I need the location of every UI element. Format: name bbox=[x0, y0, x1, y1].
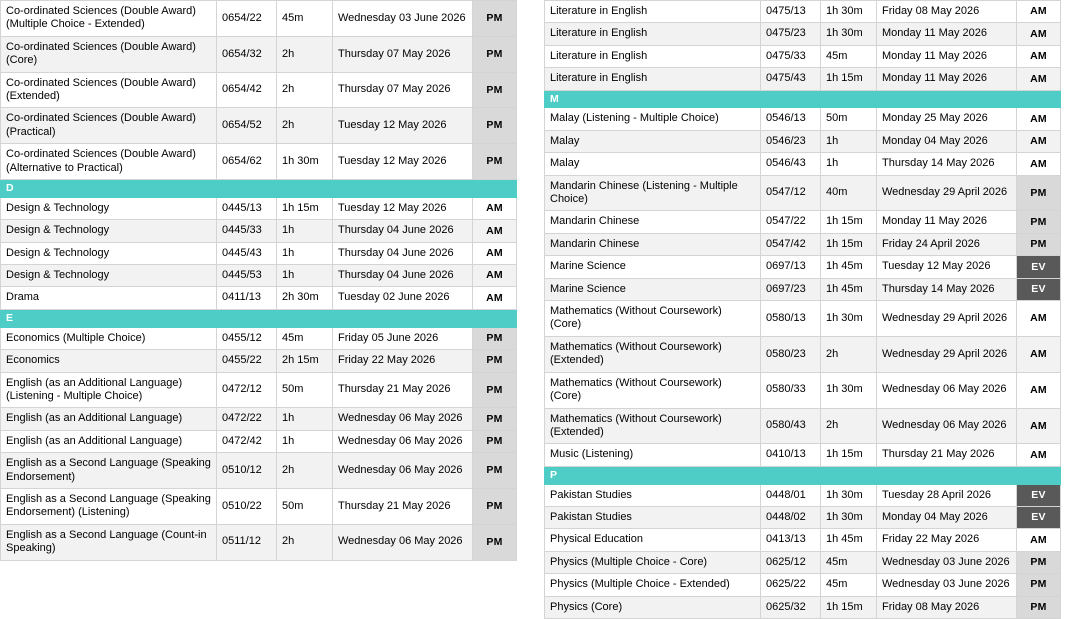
exam-duration: 1h 15m bbox=[821, 596, 877, 618]
table-row bbox=[1, 1, 517, 37]
exam-code: 0625/22 bbox=[761, 574, 821, 596]
exam-session: AM bbox=[1017, 529, 1061, 551]
exam-subject: English as a Second Language (Speaking Endorsement) bbox=[1, 453, 217, 489]
exam-code: 0411/13 bbox=[217, 287, 277, 309]
exam-session: PM bbox=[473, 1, 517, 37]
exam-code: 0654/32 bbox=[217, 36, 277, 72]
exam-subject: English as a Second Language (Speaking Endorsement) (Listening) bbox=[1, 488, 217, 524]
exam-code: 0410/13 bbox=[761, 444, 821, 466]
exam-duration: 50m bbox=[277, 372, 333, 408]
timetable-column-right bbox=[544, 0, 1060, 613]
exam-date: Wednesday 06 May 2026 bbox=[333, 453, 473, 489]
exam-session: PM bbox=[473, 350, 517, 372]
exam-subject: Design & Technology bbox=[1, 220, 217, 242]
exam-code: 0580/23 bbox=[761, 336, 821, 372]
exam-session: AM bbox=[473, 265, 517, 287]
exam-code: 0510/12 bbox=[217, 453, 277, 489]
letter-divider-label: D bbox=[1, 180, 517, 198]
table-row bbox=[545, 529, 1061, 551]
exam-date: Thursday 07 May 2026 bbox=[333, 72, 473, 108]
exam-subject: English (as an Additional Language) (Listening - Multiple Choice) bbox=[1, 372, 217, 408]
exam-duration: 1h bbox=[277, 220, 333, 242]
exam-code: 0697/23 bbox=[761, 278, 821, 300]
exam-code: 0448/02 bbox=[761, 506, 821, 528]
exam-subject: Mathematics (Without Coursework) (Extended) bbox=[545, 336, 761, 372]
exam-date: Monday 11 May 2026 bbox=[877, 68, 1017, 90]
exam-code: 0511/12 bbox=[217, 524, 277, 560]
exam-subject: Music (Listening) bbox=[545, 444, 761, 466]
exam-duration: 2h bbox=[277, 36, 333, 72]
exam-date: Friday 08 May 2026 bbox=[877, 596, 1017, 618]
exam-subject: Co-ordinated Sciences (Double Award) (Core) bbox=[1, 36, 217, 72]
table-row bbox=[545, 444, 1061, 466]
exam-session: AM bbox=[1017, 23, 1061, 45]
exam-date: Thursday 21 May 2026 bbox=[333, 372, 473, 408]
exam-code: 0697/13 bbox=[761, 256, 821, 278]
exam-code: 0445/33 bbox=[217, 220, 277, 242]
exam-date: Wednesday 06 May 2026 bbox=[877, 408, 1017, 444]
exam-session: PM bbox=[473, 524, 517, 560]
table-row bbox=[1, 453, 517, 489]
exam-date: Friday 08 May 2026 bbox=[877, 1, 1017, 23]
exam-code: 0475/13 bbox=[761, 1, 821, 23]
exam-subject: Literature in English bbox=[545, 23, 761, 45]
exam-duration: 2h bbox=[277, 524, 333, 560]
exam-duration: 1h 30m bbox=[821, 372, 877, 408]
table-row bbox=[545, 153, 1061, 175]
table-row bbox=[545, 301, 1061, 337]
exam-session: AM bbox=[473, 287, 517, 309]
exam-session: PM bbox=[473, 36, 517, 72]
exam-session: EV bbox=[1017, 506, 1061, 528]
exam-subject: Mathematics (Without Coursework) (Core) bbox=[545, 372, 761, 408]
exam-code: 0547/12 bbox=[761, 175, 821, 211]
exam-session: PM bbox=[1017, 211, 1061, 233]
exam-duration: 1h 15m bbox=[821, 211, 877, 233]
exam-date: Tuesday 02 June 2026 bbox=[333, 287, 473, 309]
exam-session: PM bbox=[1017, 574, 1061, 596]
exam-date: Wednesday 29 April 2026 bbox=[877, 301, 1017, 337]
exam-code: 0546/43 bbox=[761, 153, 821, 175]
exam-date: Wednesday 03 June 2026 bbox=[333, 1, 473, 37]
exam-duration: 1h 15m bbox=[821, 444, 877, 466]
exam-session: PM bbox=[1017, 551, 1061, 573]
exam-duration: 1h bbox=[277, 242, 333, 264]
exam-duration: 1h bbox=[821, 130, 877, 152]
table-row bbox=[545, 23, 1061, 45]
exam-duration: 2h bbox=[277, 72, 333, 108]
exam-subject: Design & Technology bbox=[1, 242, 217, 264]
table-row bbox=[1, 430, 517, 452]
exam-duration: 1h 30m bbox=[821, 1, 877, 23]
exam-duration: 2h 15m bbox=[277, 350, 333, 372]
exam-subject: Mathematics (Without Coursework) (Core) bbox=[545, 301, 761, 337]
exam-date: Thursday 21 May 2026 bbox=[877, 444, 1017, 466]
exam-code: 0580/13 bbox=[761, 301, 821, 337]
exam-subject: English (as an Additional Language) bbox=[1, 408, 217, 430]
exam-code: 0455/12 bbox=[217, 327, 277, 349]
exam-date: Wednesday 06 May 2026 bbox=[333, 430, 473, 452]
exam-duration: 1h 30m bbox=[277, 144, 333, 180]
exam-session: EV bbox=[1017, 256, 1061, 278]
exam-session: EV bbox=[1017, 278, 1061, 300]
exam-subject: Economics (Multiple Choice) bbox=[1, 327, 217, 349]
exam-code: 0472/22 bbox=[217, 408, 277, 430]
exam-subject: Pakistan Studies bbox=[545, 484, 761, 506]
table-row bbox=[545, 408, 1061, 444]
exam-session: PM bbox=[1017, 175, 1061, 211]
exam-duration: 2h 30m bbox=[277, 287, 333, 309]
exam-subject: Co-ordinated Sciences (Double Award) (Alternative to Practical) bbox=[1, 144, 217, 180]
exam-date: Tuesday 28 April 2026 bbox=[877, 484, 1017, 506]
exam-session: AM bbox=[1017, 130, 1061, 152]
exam-subject: Literature in English bbox=[545, 1, 761, 23]
table-row bbox=[545, 108, 1061, 130]
exam-date: Wednesday 29 April 2026 bbox=[877, 336, 1017, 372]
exam-code: 0546/13 bbox=[761, 108, 821, 130]
exam-date: Wednesday 29 April 2026 bbox=[877, 175, 1017, 211]
exam-date: Monday 25 May 2026 bbox=[877, 108, 1017, 130]
exam-duration: 2h bbox=[821, 408, 877, 444]
exam-session: PM bbox=[473, 108, 517, 144]
exam-subject: English (as an Additional Language) bbox=[1, 430, 217, 452]
table-row bbox=[545, 1, 1061, 23]
exam-code: 0580/43 bbox=[761, 408, 821, 444]
exam-code: 0625/32 bbox=[761, 596, 821, 618]
exam-subject: Physics (Multiple Choice - Core) bbox=[545, 551, 761, 573]
table-row bbox=[1, 524, 517, 560]
table-row bbox=[1, 372, 517, 408]
exam-code: 0654/52 bbox=[217, 108, 277, 144]
exam-session: PM bbox=[473, 488, 517, 524]
exam-duration: 1h 30m bbox=[821, 23, 877, 45]
exam-session: PM bbox=[473, 144, 517, 180]
exam-duration: 1h 30m bbox=[821, 484, 877, 506]
table-row bbox=[1, 72, 517, 108]
table-row bbox=[1, 327, 517, 349]
exam-session: AM bbox=[1017, 68, 1061, 90]
table-row bbox=[1, 36, 517, 72]
exam-duration: 2h bbox=[821, 336, 877, 372]
exam-subject: English as a Second Language (Count-in Speaking) bbox=[1, 524, 217, 560]
exam-date: Thursday 14 May 2026 bbox=[877, 278, 1017, 300]
table-row bbox=[1, 350, 517, 372]
exam-duration: 45m bbox=[277, 1, 333, 37]
exam-session: PM bbox=[473, 72, 517, 108]
exam-date: Tuesday 12 May 2026 bbox=[877, 256, 1017, 278]
exam-date: Friday 05 June 2026 bbox=[333, 327, 473, 349]
exam-duration: 50m bbox=[277, 488, 333, 524]
exam-subject: Mandarin Chinese bbox=[545, 211, 761, 233]
exam-date: Thursday 14 May 2026 bbox=[877, 153, 1017, 175]
exam-code: 0475/33 bbox=[761, 45, 821, 67]
table-row bbox=[545, 233, 1061, 255]
exam-code: 0510/22 bbox=[217, 488, 277, 524]
exam-duration: 1h bbox=[277, 430, 333, 452]
table-row bbox=[1, 242, 517, 264]
exam-session: AM bbox=[473, 197, 517, 219]
exam-date: Thursday 04 June 2026 bbox=[333, 220, 473, 242]
exam-subject: Malay bbox=[545, 130, 761, 152]
timetable-body-right bbox=[545, 1, 1061, 619]
exam-session: AM bbox=[1017, 108, 1061, 130]
exam-code: 0472/12 bbox=[217, 372, 277, 408]
exam-code: 0445/13 bbox=[217, 197, 277, 219]
exam-subject: Pakistan Studies bbox=[545, 506, 761, 528]
exam-session: PM bbox=[473, 430, 517, 452]
exam-date: Monday 11 May 2026 bbox=[877, 23, 1017, 45]
letter-divider-row bbox=[1, 180, 517, 198]
exam-date: Wednesday 03 June 2026 bbox=[877, 574, 1017, 596]
table-row bbox=[545, 130, 1061, 152]
table-row bbox=[545, 175, 1061, 211]
exam-duration: 2h bbox=[277, 453, 333, 489]
table-row bbox=[1, 408, 517, 430]
exam-date: Thursday 04 June 2026 bbox=[333, 265, 473, 287]
table-row bbox=[545, 372, 1061, 408]
exam-code: 0547/22 bbox=[761, 211, 821, 233]
timetable-table-left bbox=[0, 0, 517, 561]
exam-session: AM bbox=[473, 242, 517, 264]
table-row bbox=[1, 108, 517, 144]
exam-duration: 2h bbox=[277, 108, 333, 144]
table-row bbox=[1, 488, 517, 524]
table-row bbox=[545, 574, 1061, 596]
exam-code: 0445/53 bbox=[217, 265, 277, 287]
exam-code: 0472/42 bbox=[217, 430, 277, 452]
exam-subject: Co-ordinated Sciences (Double Award) (Multiple Choice - Extended) bbox=[1, 1, 217, 37]
exam-session: AM bbox=[1017, 45, 1061, 67]
exam-subject: Literature in English bbox=[545, 45, 761, 67]
exam-duration: 1h 30m bbox=[821, 301, 877, 337]
exam-duration: 1h 15m bbox=[277, 197, 333, 219]
exam-code: 0475/23 bbox=[761, 23, 821, 45]
exam-subject: Mathematics (Without Coursework) (Extended) bbox=[545, 408, 761, 444]
exam-subject: Physics (Core) bbox=[545, 596, 761, 618]
exam-date: Tuesday 12 May 2026 bbox=[333, 144, 473, 180]
exam-subject: Mandarin Chinese bbox=[545, 233, 761, 255]
exam-subject: Marine Science bbox=[545, 256, 761, 278]
exam-session: AM bbox=[1017, 408, 1061, 444]
table-row bbox=[545, 278, 1061, 300]
letter-divider-row bbox=[1, 309, 517, 327]
exam-duration: 1h 15m bbox=[821, 68, 877, 90]
exam-session: AM bbox=[1017, 1, 1061, 23]
exam-duration: 1h bbox=[277, 265, 333, 287]
exam-date: Wednesday 06 May 2026 bbox=[333, 524, 473, 560]
exam-subject: Co-ordinated Sciences (Double Award) (Practical) bbox=[1, 108, 217, 144]
exam-duration: 1h 15m bbox=[821, 233, 877, 255]
exam-date: Friday 22 May 2026 bbox=[877, 529, 1017, 551]
exam-subject: Malay bbox=[545, 153, 761, 175]
exam-duration: 40m bbox=[821, 175, 877, 211]
exam-code: 0580/33 bbox=[761, 372, 821, 408]
exam-code: 0654/22 bbox=[217, 1, 277, 37]
table-row bbox=[545, 484, 1061, 506]
exam-session: PM bbox=[473, 327, 517, 349]
exam-session: PM bbox=[473, 372, 517, 408]
exam-code: 0455/22 bbox=[217, 350, 277, 372]
timetable-table-right bbox=[544, 0, 1061, 619]
letter-divider-row bbox=[545, 90, 1061, 108]
timetable-column-left bbox=[0, 0, 516, 555]
exam-session: AM bbox=[1017, 301, 1061, 337]
exam-session: PM bbox=[1017, 233, 1061, 255]
exam-session: PM bbox=[1017, 596, 1061, 618]
table-row bbox=[1, 220, 517, 242]
timetable-body-left bbox=[1, 1, 517, 561]
table-row bbox=[545, 256, 1061, 278]
exam-code: 0413/13 bbox=[761, 529, 821, 551]
exam-code: 0654/42 bbox=[217, 72, 277, 108]
exam-code: 0654/62 bbox=[217, 144, 277, 180]
exam-subject: Economics bbox=[1, 350, 217, 372]
exam-subject: Drama bbox=[1, 287, 217, 309]
table-row bbox=[545, 336, 1061, 372]
exam-subject: Co-ordinated Sciences (Double Award) (Extended) bbox=[1, 72, 217, 108]
table-row bbox=[545, 596, 1061, 618]
exam-code: 0448/01 bbox=[761, 484, 821, 506]
exam-duration: 1h bbox=[277, 408, 333, 430]
exam-session: EV bbox=[1017, 484, 1061, 506]
exam-subject: Physical Education bbox=[545, 529, 761, 551]
letter-divider-label: M bbox=[545, 90, 1061, 108]
exam-date: Thursday 21 May 2026 bbox=[333, 488, 473, 524]
letter-divider-label: E bbox=[1, 309, 517, 327]
exam-date: Friday 22 May 2026 bbox=[333, 350, 473, 372]
exam-duration: 50m bbox=[821, 108, 877, 130]
exam-duration: 45m bbox=[821, 574, 877, 596]
table-row bbox=[1, 265, 517, 287]
exam-session: AM bbox=[1017, 153, 1061, 175]
table-row bbox=[1, 144, 517, 180]
exam-duration: 45m bbox=[821, 45, 877, 67]
exam-duration: 45m bbox=[277, 327, 333, 349]
exam-duration: 45m bbox=[821, 551, 877, 573]
exam-code: 0547/42 bbox=[761, 233, 821, 255]
table-row bbox=[545, 45, 1061, 67]
exam-duration: 1h 30m bbox=[821, 506, 877, 528]
exam-date: Monday 04 May 2026 bbox=[877, 506, 1017, 528]
exam-date: Wednesday 06 May 2026 bbox=[333, 408, 473, 430]
exam-subject: Literature in English bbox=[545, 68, 761, 90]
exam-code: 0625/12 bbox=[761, 551, 821, 573]
exam-duration: 1h 45m bbox=[821, 529, 877, 551]
exam-subject: Design & Technology bbox=[1, 197, 217, 219]
exam-session: AM bbox=[1017, 444, 1061, 466]
exam-date: Friday 24 April 2026 bbox=[877, 233, 1017, 255]
table-row bbox=[545, 211, 1061, 233]
exam-subject: Design & Technology bbox=[1, 265, 217, 287]
exam-subject: Physics (Multiple Choice - Extended) bbox=[545, 574, 761, 596]
exam-duration: 1h 45m bbox=[821, 278, 877, 300]
table-row bbox=[545, 551, 1061, 573]
exam-date: Tuesday 12 May 2026 bbox=[333, 197, 473, 219]
table-row bbox=[545, 68, 1061, 90]
exam-date: Monday 11 May 2026 bbox=[877, 211, 1017, 233]
table-row bbox=[1, 287, 517, 309]
exam-session: PM bbox=[473, 408, 517, 430]
exam-subject: Malay (Listening - Multiple Choice) bbox=[545, 108, 761, 130]
exam-date: Wednesday 06 May 2026 bbox=[877, 372, 1017, 408]
exam-code: 0475/43 bbox=[761, 68, 821, 90]
exam-session: AM bbox=[1017, 372, 1061, 408]
exam-date: Tuesday 12 May 2026 bbox=[333, 108, 473, 144]
table-row bbox=[1, 197, 517, 219]
letter-divider-row bbox=[545, 466, 1061, 484]
exam-date: Monday 04 May 2026 bbox=[877, 130, 1017, 152]
exam-duration: 1h 45m bbox=[821, 256, 877, 278]
exam-session: AM bbox=[1017, 336, 1061, 372]
letter-divider-label: P bbox=[545, 466, 1061, 484]
table-row bbox=[545, 506, 1061, 528]
exam-session: AM bbox=[473, 220, 517, 242]
exam-subject: Mandarin Chinese (Listening - Multiple Choice) bbox=[545, 175, 761, 211]
exam-code: 0546/23 bbox=[761, 130, 821, 152]
exam-duration: 1h bbox=[821, 153, 877, 175]
exam-date: Wednesday 03 June 2026 bbox=[877, 551, 1017, 573]
exam-date: Monday 11 May 2026 bbox=[877, 45, 1017, 67]
exam-date: Thursday 04 June 2026 bbox=[333, 242, 473, 264]
exam-date: Thursday 07 May 2026 bbox=[333, 36, 473, 72]
exam-session: PM bbox=[473, 453, 517, 489]
exam-subject: Marine Science bbox=[545, 278, 761, 300]
exam-code: 0445/43 bbox=[217, 242, 277, 264]
